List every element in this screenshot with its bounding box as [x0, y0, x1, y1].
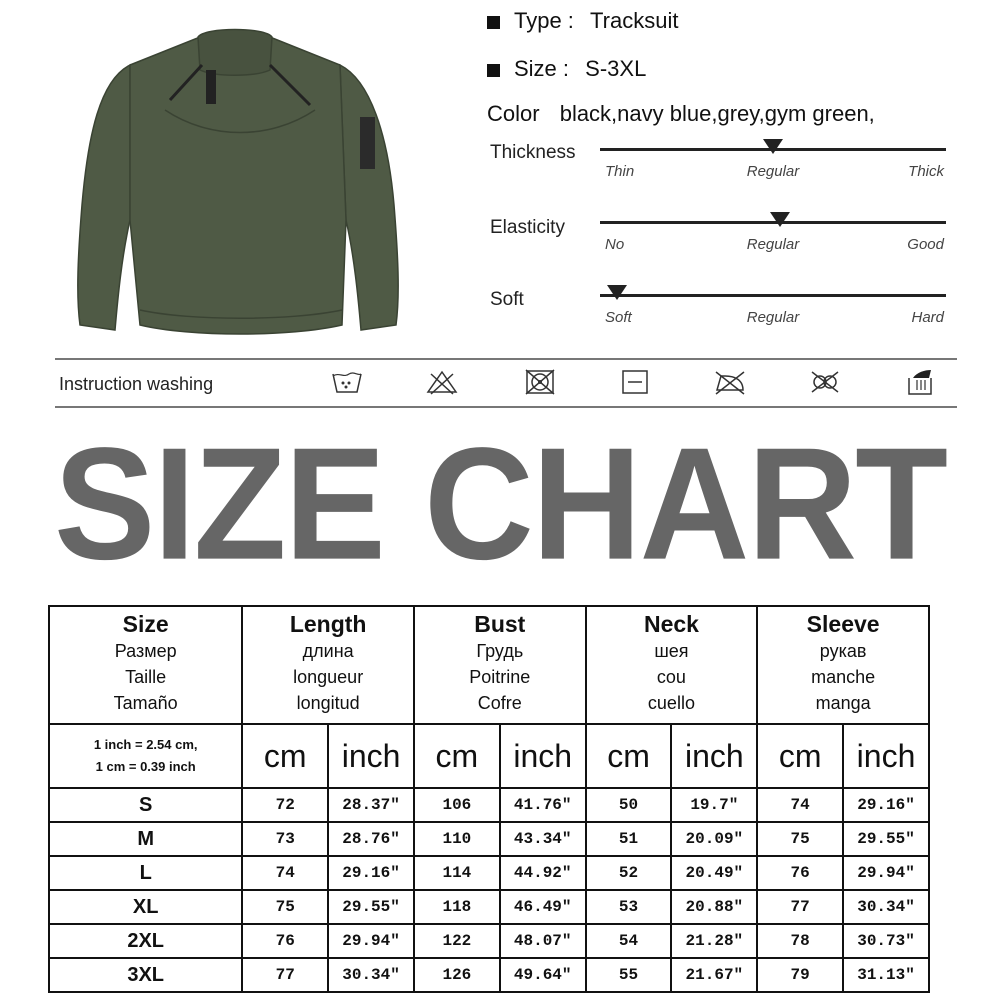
table-cell: 74 [757, 788, 843, 822]
table-cell: 54 [586, 924, 672, 958]
table-cell: 29.55" [328, 890, 414, 924]
table-cell: 21.67" [671, 958, 757, 992]
rating-marker-icon [607, 285, 627, 300]
rating-tick-high: Hard [911, 309, 944, 326]
table-cell: 29.16" [328, 856, 414, 890]
table-cell: 79 [757, 958, 843, 992]
table-cell: 53 [586, 890, 672, 924]
spec-size [487, 56, 646, 82]
bullet-icon [487, 16, 500, 29]
table-cell: 52 [586, 856, 672, 890]
spec-type-label: Type : [514, 8, 574, 33]
table-row [49, 958, 929, 992]
table-cell: 29.94" [328, 924, 414, 958]
table-cell: 20.49" [671, 856, 757, 890]
unit-cell: inch [843, 724, 929, 788]
spec-color-label: Color [487, 101, 540, 126]
table-cell: 44.92" [500, 856, 586, 890]
column-header [757, 606, 929, 724]
table-cell: 43.34" [500, 822, 586, 856]
table-row [49, 856, 929, 890]
column-header-main: Size [122, 611, 169, 637]
size-chart-table [48, 605, 930, 993]
no-dry-clean-icon [808, 368, 842, 396]
unit-cell: inch [328, 724, 414, 788]
column-header-main: Neck [643, 611, 699, 637]
table-cell: 30.73" [843, 924, 929, 958]
column-header-translation: manche [811, 667, 876, 687]
table-cell: 29.55" [843, 822, 929, 856]
table-header-row [49, 606, 929, 724]
spec-size-value: S-3XL [585, 56, 647, 81]
table-cell: 28.76" [328, 822, 414, 856]
conversion-note [49, 724, 242, 788]
spec-type [487, 8, 678, 34]
column-header-translation: manga [815, 693, 871, 713]
table-cell: 77 [757, 890, 843, 924]
unit-cell: inch [500, 724, 586, 788]
table-cell: 55 [586, 958, 672, 992]
column-header-translation: Taille [125, 667, 167, 687]
table-cell: 28.37" [328, 788, 414, 822]
column-header-translation: cou [656, 667, 686, 687]
rating-tick-mid: Regular [746, 163, 800, 180]
table-row [49, 788, 929, 822]
unit-cell: cm [757, 724, 843, 788]
column-header-main: Sleeve [806, 611, 880, 637]
dry-flat-icon [618, 368, 652, 396]
hand-wash-icon [330, 368, 364, 396]
conversion-line: 1 cm = 0.39 inch [95, 759, 196, 774]
column-header-translation: шея [654, 641, 689, 661]
table-cell: 75 [757, 822, 843, 856]
column-header [242, 606, 414, 724]
rating-tick-low: Thin [605, 163, 635, 180]
table-cell: 20.09" [671, 822, 757, 856]
rating-tick-high: Thick [908, 163, 944, 180]
table-cell: 29.16" [843, 788, 929, 822]
column-header-main: Bust [474, 611, 526, 637]
table-cell: 30.34" [843, 890, 929, 924]
table-cell: 122 [414, 924, 500, 958]
table-unit-row [49, 724, 929, 788]
table-cell: 50 [586, 788, 672, 822]
table-cell: 19.7" [671, 788, 757, 822]
table-cell: 76 [242, 924, 328, 958]
size-cell: S [49, 788, 242, 822]
hang-dry-icon [903, 368, 937, 396]
column-header [414, 606, 586, 724]
table-cell: 75 [242, 890, 328, 924]
table-cell: 78 [757, 924, 843, 958]
column-header-translation: Грудь [476, 641, 524, 661]
table-cell: 49.64" [500, 958, 586, 992]
table-row [49, 924, 929, 958]
table-cell: 126 [414, 958, 500, 992]
unit-cell: cm [414, 724, 500, 788]
washing-instructions-bar [55, 358, 957, 408]
rating-tick-mid: Regular [746, 309, 800, 326]
size-cell: XL [49, 890, 242, 924]
conversion-line: 1 inch = 2.54 cm, [93, 737, 198, 752]
rating-track [600, 294, 946, 297]
column-header-translation: Tamaño [113, 693, 178, 713]
unit-cell: cm [242, 724, 328, 788]
table-cell: 74 [242, 856, 328, 890]
size-cell: M [49, 822, 242, 856]
table-row [49, 890, 929, 924]
column-header-translation: longueur [293, 667, 364, 687]
product-image [70, 25, 410, 345]
unit-cell: cm [586, 724, 672, 788]
rating-tick-low: No [605, 236, 625, 253]
table-cell: 106 [414, 788, 500, 822]
rating-tick-mid: Regular [746, 236, 800, 253]
table-cell: 110 [414, 822, 500, 856]
table-row [49, 822, 929, 856]
rating-label: Elasticity [490, 217, 565, 238]
column-header-translation: рукав [819, 641, 867, 661]
table-cell: 46.49" [500, 890, 586, 924]
no-iron-icon [713, 368, 747, 396]
size-chart-title: SIZE CHART [54, 414, 946, 594]
bullet-icon [487, 64, 500, 77]
rating-tick-low: Soft [605, 309, 632, 326]
table-cell: 21.28" [671, 924, 757, 958]
table-cell: 76 [757, 856, 843, 890]
size-cell: 3XL [49, 958, 242, 992]
column-header-translation: Размер [114, 641, 177, 661]
no-bleach-icon [425, 368, 459, 396]
rating-marker-icon [763, 139, 783, 154]
table-cell: 77 [242, 958, 328, 992]
rating-marker-icon [770, 212, 790, 227]
table-cell: 72 [242, 788, 328, 822]
spec-size-label: Size : [514, 56, 570, 81]
table-cell: 48.07" [500, 924, 586, 958]
column-header [49, 606, 242, 724]
table-cell: 114 [414, 856, 500, 890]
spec-type-value: Tracksuit [590, 8, 679, 33]
table-cell: 29.94" [843, 856, 929, 890]
column-header-translation: длина [302, 641, 354, 661]
table-cell: 31.13" [843, 958, 929, 992]
table-cell: 73 [242, 822, 328, 856]
spec-color [487, 101, 875, 127]
table-cell: 118 [414, 890, 500, 924]
column-header-translation: Cofre [477, 693, 522, 713]
no-tumble-dry-icon [523, 368, 557, 396]
column-header [586, 606, 758, 724]
column-header-translation: Poitrine [469, 667, 531, 687]
washing-label: Instruction washing [59, 374, 214, 394]
table-cell: 41.76" [500, 788, 586, 822]
rating-label: Soft [490, 289, 524, 310]
size-cell: 2XL [49, 924, 242, 958]
column-header-translation: cuello [647, 693, 695, 713]
spec-color-value: black,navy blue,grey,gym green, [559, 101, 875, 126]
rating-tick-high: Good [907, 236, 944, 253]
table-cell: 30.34" [328, 958, 414, 992]
table-cell: 51 [586, 822, 672, 856]
size-cell: L [49, 856, 242, 890]
unit-cell: inch [671, 724, 757, 788]
column-header-main: Length [289, 611, 367, 637]
column-header-translation: longitud [296, 693, 360, 713]
table-cell: 20.88" [671, 890, 757, 924]
size-chart-body [49, 606, 929, 992]
rating-label: Thickness [490, 142, 576, 163]
